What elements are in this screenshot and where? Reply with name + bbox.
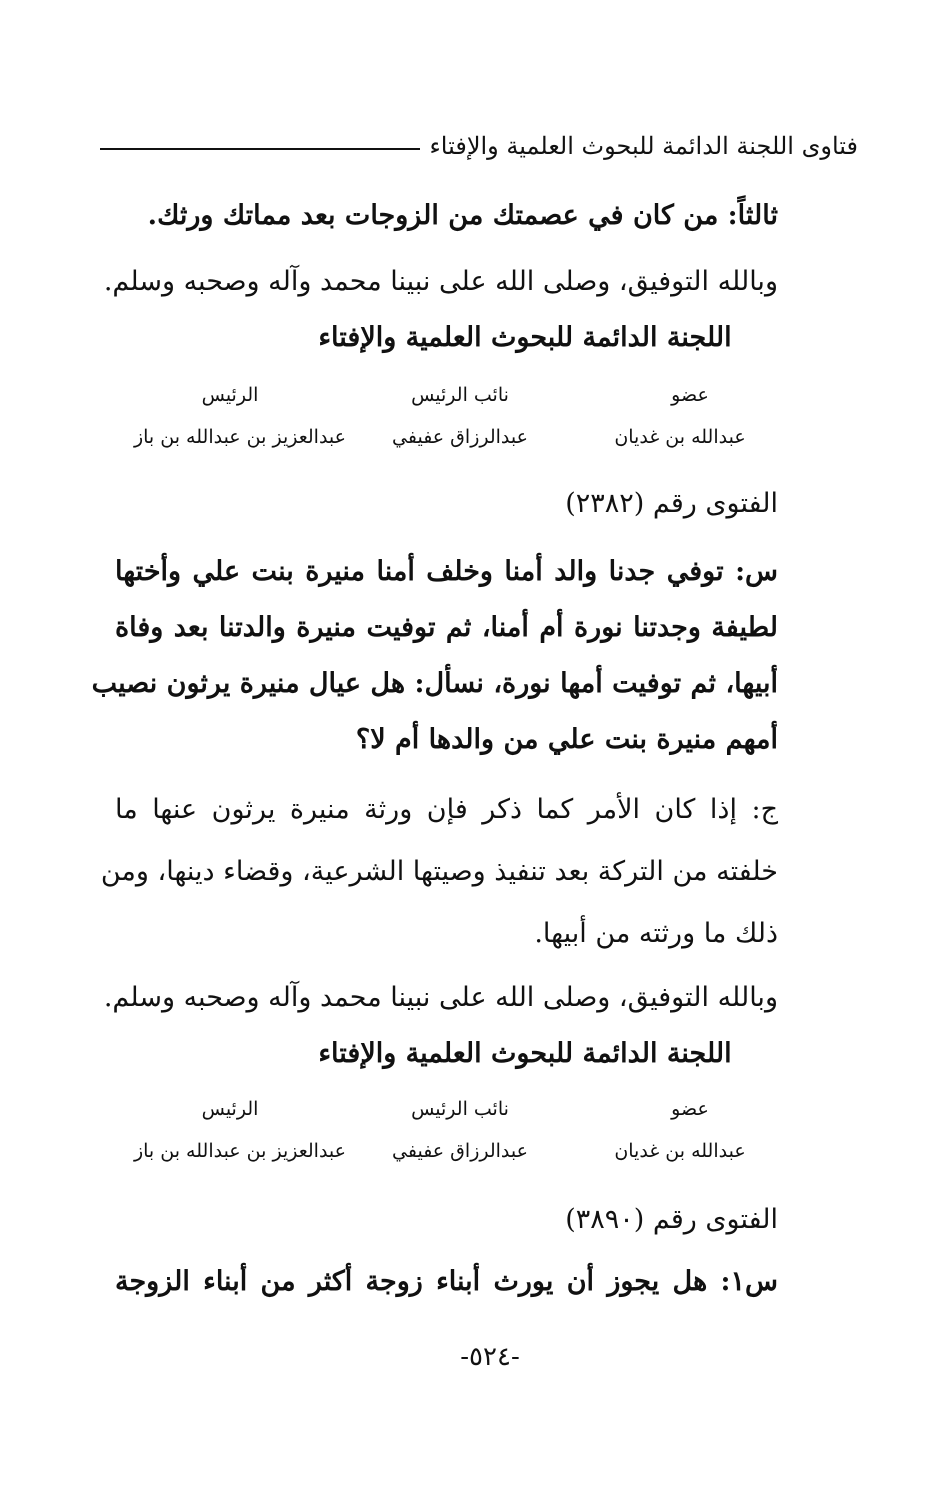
closing-prayer: وبالله التوفيق، وصلى الله على نبينا محمد وآله وصحبه وسلم. [103,266,778,297]
signature-names [130,426,790,448]
closing-prayer: وبالله التوفيق، وصلى الله على نبينا محمد وآله وصحبه وسلم. [103,982,778,1013]
title-member: عضو [671,384,709,406]
point-three-text: ثالثاً: من كان في عصمتك من الزوجات بعد مماتك ورثك. [147,200,778,231]
point-three [148,200,778,231]
title-deputy: نائب الرئيس [411,384,509,406]
title-member: عضو [671,1098,709,1120]
title-deputy: نائب الرئيس [411,1098,509,1120]
answer-line: ج: إذا كان الأمر كما ذكر فإن ورثة منيرة يرثون عنها ما [115,794,778,825]
name-president: عبدالعزيز بن عبدالله بن باز [133,426,347,448]
name-member: عبدالله بن غديان [614,426,746,448]
signature-titles [130,384,790,406]
page-number: -٥٢٤- [460,1342,520,1372]
fatwa-number: الفتوى رقم (٣٨٩٠) [565,1204,778,1235]
name-deputy: عبدالرزاق عفيفي [392,426,528,448]
question-line: س١: هل يجوز أن يورث أبناء زوجة أكثر من أبناء الزوجة [115,1266,778,1297]
committee-name: اللجنة الدائمة للبحوث العلمية والإفتاء [318,1038,732,1069]
name-member: عبدالله بن غديان [614,1140,746,1162]
answer-line: خلفته من التركة بعد تنفيذ وصيتها الشرعية، وقضاء دينها، ومن [100,856,778,887]
fatwa-number: الفتوى رقم (٢٣٨٢) [565,488,778,519]
name-president: عبدالعزيز بن عبدالله بن باز [133,1140,347,1162]
question-line: لطيفة وجدتنا نورة أم أمنا، ثم توفيت منيرة والدتنا بعد وفاة [115,612,778,643]
question-line: أمهم منيرة بنت علي من والدها أم لا؟ [355,724,778,755]
answer-line: ذلك ما ورثته من أبيها. [534,918,778,949]
title-president: الرئيس [201,1098,259,1120]
question-line: أبيها، ثم توفيت أمها نورة، نسأل: هل عيال منيرة يرثون نصيب [91,668,778,699]
name-deputy: عبدالرزاق عفيفي [392,1140,528,1162]
signature-titles [130,1098,790,1120]
committee-name: اللجنة الدائمة للبحوث العلمية والإفتاء [318,322,732,353]
running-header [100,124,858,168]
title-president: الرئيس [201,384,259,406]
running-title: فتاوى اللجنة الدائمة للبحوث العلمية والإفتاء [429,132,858,160]
question-line: س: توفي جدنا والد أمنا وخلف أمنا منيرة بنت علي وأختها [115,556,778,587]
header-rule [100,148,420,150]
signature-names [130,1140,790,1162]
